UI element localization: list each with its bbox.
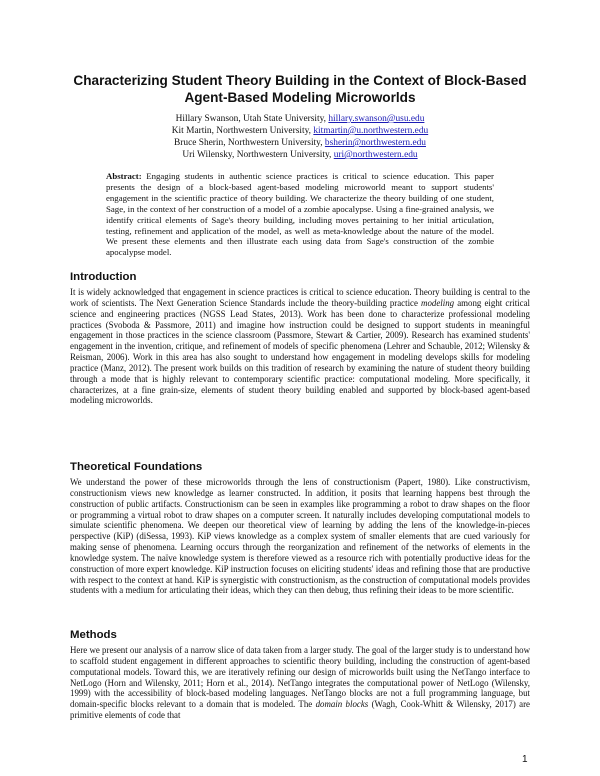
author-line: Kit Martin, Northwestern University, kitmartin@u.northwestern.edu	[171, 126, 429, 136]
paper-title	[40, 72, 560, 106]
page-number: 1	[522, 754, 528, 765]
author-line: Bruce Sherin, Northwestern University, bsherin@northwestern.edu	[174, 138, 426, 148]
abstract-text: Engaging students in authentic science practices is critical to science education. This paper presents the design of a block-based agent-based modeling microworld meant to support students' engagement in the scientific practice of theory building. We characterize the theory building of one student, Sage, in the context of her construction of a model of a zombie apocalypse. Using a fine-grained analysis, we identify critical elements of Sage's theory building, including moves pertaining to her initial articulation, testing, refinement and application of the model, as well as meta-knowledge about the nature of the model. We present these elements and then illustrate each using data from Sage's construction of the zombie apocalypse model.	[106, 171, 494, 258]
section-body: It is widely acknowledged that engagement in science practices is critical to science education. Theory building is central to the work of scientists. The Next Generation Science Standards include the theory-building practice modeling among eight critical science and engineering practices (NGSS Lead States, 2013). Work has been done to characterize professional modeling practices (Svoboda & Passmore, 2011) and imagine how instruction could be designed to support students in meaningful engagement in those practices in the science classroom (Passmore, Stewart & Cartier, 2009). Research has examined students' engagement in the invention, critique, and refinement of models of specific phenomena (Lehrer and Schauble, 2012; Wilensky & Reisman, 2006). Work in this area has also sought to understand how engagement in modeling develops skills for modeling practice (Manz, 2012). The present work builds on this tradition of research by examining the nature of student theory building through a mode that is highly relevant to contemporary scientific practice: computational modeling. More specifically, it characterizes, at a fine grain-size, elements of student theory building enabled and supported by block-based agent-based modeling microworlds.	[70, 287, 530, 406]
abstract-label: Abstract:	[106, 171, 142, 181]
author-line: Uri Wilensky, Northwestern University, uri@northwestern.edu	[182, 150, 418, 160]
author-line: Hillary Swanson, Utah State University, hillary.swanson@usu.edu	[175, 114, 425, 124]
author-email-link[interactable]: bsherin@northwestern.edu	[324, 138, 426, 148]
author-email-link[interactable]: uri@northwestern.edu	[333, 150, 418, 160]
section-body: Here we present our analysis of a narrow slice of data taken from a larger study. The goal of the larger study is to understand how to scaffold student engagement in different approaches to scientific theory building, including the construction of agent-based computational models. Toward this, we are iteratively refining our design of microworlds built using the NetTango interface to NetLogo (Horn and Wilensky, 2011; Horn et al., 2014). NetTango integrates the computational power of NetLogo (Wilensky, 1999) with the accessibility of block-based modeling languages. NetTango blocks are not a full programming language, but domain-specific blocks relevant to a domain that is modeled. The domain blocks (Wagh, Cook-Whitt & Wilensky, 2017) are primitive elements of code that	[70, 645, 530, 721]
author-block	[40, 113, 560, 161]
title-line-1: Characterizing Student Theory Building in the Context of Block-Based	[73, 73, 527, 88]
section-body: We understand the power of these microworlds through the lens of constructionism (Papert, 1980). Like constructivism, constructionism views new knowledge as learner constructed. In addition, it posits that learning happens best through the construction of public artifacts. Constructionism can be seen in examples like programming a robot to draw shapes on the floor or programming a virtual robot to draw shapes on a computer screen. It naturally includes developing computational models to simulate scientific phenomena. We deepen our theoretical view of learning by adding the lens of the knowledge-in-pieces perspective (KiP) (diSessa, 1993). KiP views knowledge as a complex system of smaller elements that are cued variously for making sense of phenomena. Learning occurs through the reorganization and refinement of the networks of elements in the knowledge system. The naïve knowledge system is therefore viewed as a resource rich with potentially productive ideas for the construction of more expert knowledge. KiP instruction focuses on eliciting students' ideas and refining those that are productive with respect to the context at hand. KiP is synergistic with constructionism, as the construction of computational models provides students with a medium for articulating their ideas, which they can then debug, thus refining their ideas to be more scientific.	[70, 477, 530, 596]
section-introduction	[70, 270, 530, 406]
abstract	[106, 171, 494, 258]
author-email-link[interactable]: kitmartin@u.northwestern.edu	[313, 126, 429, 136]
section-heading: Theoretical Foundations	[70, 461, 203, 473]
section-heading: Methods	[70, 629, 117, 641]
section-methods	[70, 628, 530, 721]
section-heading: Introduction	[70, 271, 137, 283]
author-email-link[interactable]: hillary.swanson@usu.edu	[328, 114, 425, 124]
section-theoretical-foundations	[70, 460, 530, 596]
title-line-2: Agent-Based Modeling Microworlds	[184, 90, 416, 105]
